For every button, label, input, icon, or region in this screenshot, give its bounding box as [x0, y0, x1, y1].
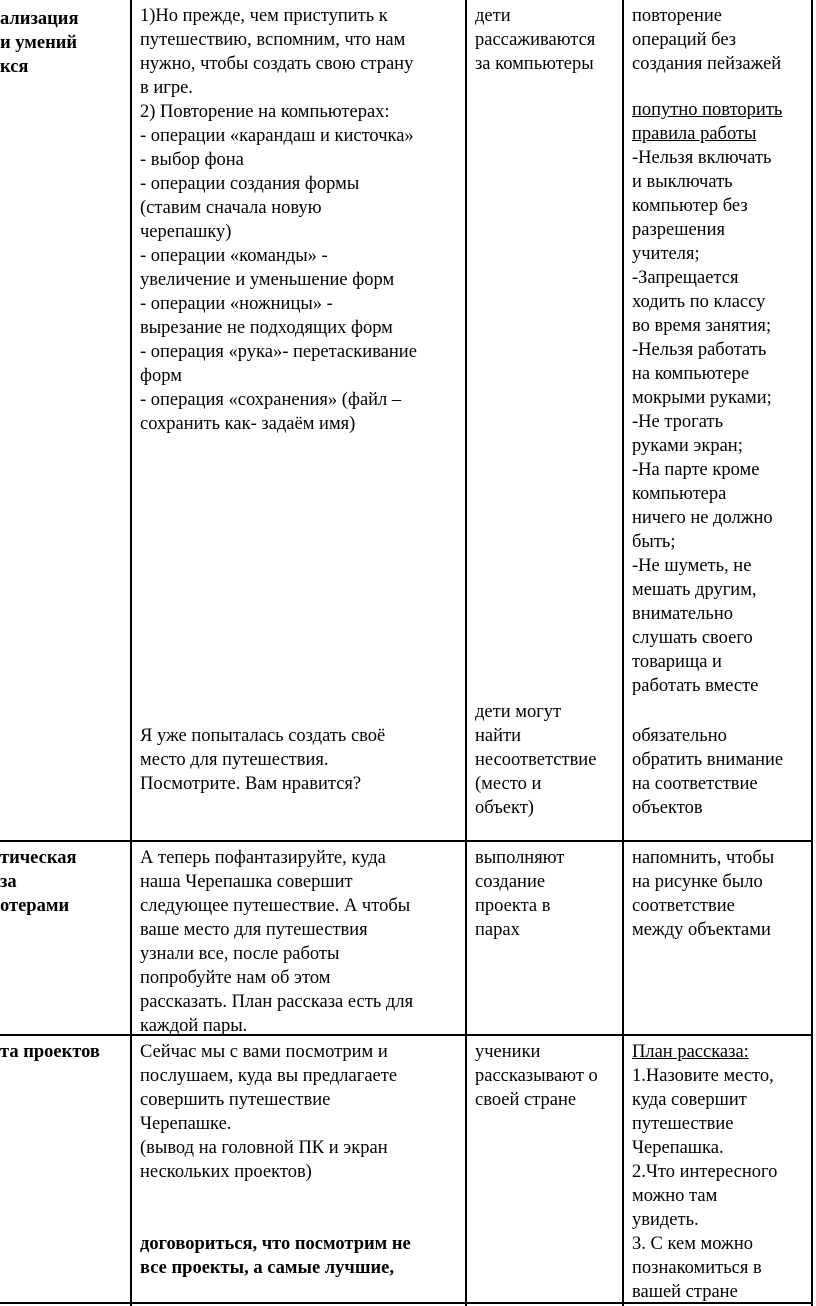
row2-teacher-line: ваше место для путешествия	[140, 920, 368, 940]
rule-line: руками экран;	[632, 436, 743, 456]
row3-teacher-line: Черепашке.	[140, 1114, 232, 1134]
row2-teacher-cell	[140, 846, 462, 1038]
rule-line: -Не шуметь, не	[632, 556, 752, 576]
row1-teacher-line: путешествию, вспомним, что нам	[140, 30, 406, 50]
row1-teacher-line: форм	[140, 366, 182, 386]
row1-notes-line: создания пейзажей	[632, 54, 782, 74]
row1-teacher-line: черепашку)	[140, 222, 232, 242]
row3-students-line: своей стране	[475, 1090, 577, 1110]
row3-stage-cell	[0, 1040, 128, 1064]
row1-stage-cell	[0, 7, 128, 79]
row1-teacher-line: - операции создания формы	[140, 174, 360, 194]
rule-line: -На парте кроме	[632, 460, 760, 480]
row3-stage-line: та проектов	[0, 1042, 100, 1062]
row1-students-cell-part2	[475, 700, 620, 820]
row2-notes-line: на рисунке было	[632, 872, 763, 892]
story-plan-line: 2.Что интересного	[632, 1162, 778, 1182]
column-divider-1	[130, 0, 132, 1306]
rule-line: быть;	[632, 532, 676, 552]
row1-teacher-line: место для путешествия.	[140, 750, 329, 770]
story-plan-line: куда совершит	[632, 1090, 747, 1110]
row1-notes-cell	[632, 4, 810, 76]
row1-notes-cell-part2	[632, 724, 810, 820]
rule-line: товарища и	[632, 652, 722, 672]
row2-stage-line: отерами	[0, 896, 70, 916]
row1-notes-line: повторение	[632, 6, 722, 26]
row1-teacher-line: увеличение и уменьшение форм	[140, 270, 395, 290]
story-plan-line: 1.Назовите место,	[632, 1066, 774, 1086]
rule-line: на компьютере	[632, 364, 750, 384]
story-plan-line: можно там	[632, 1186, 718, 1206]
column-divider-3	[622, 0, 624, 1306]
rule-line: во время занятия;	[632, 316, 772, 336]
row3-students-cell	[475, 1040, 620, 1112]
story-plan-line: 3. С кем можно	[632, 1234, 753, 1254]
row1-notes-line: обязательно	[632, 726, 727, 746]
rules-title-line: правила работы	[632, 124, 757, 144]
row3-teacher-line: (вывод на головной ПК и экран	[140, 1138, 388, 1158]
rule-line: учителя;	[632, 244, 700, 264]
rule-line: -Не трогать	[632, 412, 724, 432]
row2-teacher-line: узнали все, после работы	[140, 944, 340, 964]
row2-teacher-line: попробуйте нам об этом	[140, 968, 331, 988]
row1-students-line: (место и	[475, 774, 542, 794]
row1-teacher-line: - операция «рука»- перетаскивание	[140, 342, 417, 362]
rule-line: компьютера	[632, 484, 727, 504]
row2-students-line: создание	[475, 872, 546, 892]
row1-teacher-line: 1)Но прежде, чем приступить к	[140, 6, 388, 26]
row1-notes-line: на соответствие	[632, 774, 758, 794]
row3-teacher-line: Сейчас мы с вами посмотрим и	[140, 1042, 388, 1062]
rule-line: мокрыми руками;	[632, 388, 772, 408]
rule-line: ходить по классу	[632, 292, 766, 312]
row1-teacher-line: в игре.	[140, 78, 193, 98]
row1-notes-line: объектов	[632, 798, 703, 818]
row1-teacher-line: Посмотрите. Вам нравится?	[140, 774, 362, 794]
rule-line: работать вместе	[632, 676, 759, 696]
row1-teacher-line: - операция «сохранения» (файл –	[140, 390, 402, 410]
row1-teacher-line: Я уже попыталась создать своё	[140, 726, 386, 746]
row3-teacher-line: послушаем, куда вы предлагаете	[140, 1066, 398, 1086]
row1-rules-block	[632, 98, 810, 698]
rule-line: -Нельзя включать	[632, 148, 772, 168]
row3-students-line: ученики	[475, 1042, 541, 1062]
row1-teacher-line: - операции «команды» -	[140, 246, 328, 266]
row1-teacher-line: сохранить как- задаём имя)	[140, 414, 356, 434]
row2-notes-cell	[632, 846, 810, 942]
rule-line: -Запрещается	[632, 268, 739, 288]
row1-students-line: дети	[475, 6, 511, 26]
row2-notes-line: между объектами	[632, 920, 771, 940]
row2-students-cell	[475, 846, 620, 942]
rule-line: слушать своего	[632, 628, 753, 648]
row2-teacher-line: каждой пары.	[140, 1016, 248, 1036]
row3-teacher-bold-note	[140, 1232, 462, 1280]
row1-students-line: найти	[475, 726, 521, 746]
row1-students-line: за компьютеры	[475, 54, 594, 74]
row3-notes-cell	[632, 1040, 810, 1304]
row2-stage-line: тическая	[0, 848, 77, 868]
rule-line: -Нельзя работать	[632, 340, 767, 360]
column-divider-2	[465, 0, 467, 1306]
row1-notes-line: операций без	[632, 30, 737, 50]
row-divider-1	[0, 840, 813, 842]
row2-teacher-line: А теперь пофантазируйте, куда	[140, 848, 386, 868]
row1-stage-line: кся	[0, 57, 29, 77]
rule-line: мешать другим,	[632, 580, 757, 600]
row3-students-line: рассказывают о	[475, 1066, 598, 1086]
row3-bold-line: договориться, что посмотрим не	[140, 1234, 411, 1254]
row3-bold-line: все проекты, а самые лучшие,	[140, 1258, 394, 1278]
row1-students-cell	[475, 4, 620, 76]
row1-teacher-line: - выбор фона	[140, 150, 244, 170]
row1-teacher-line: (ставим сначала новую	[140, 198, 322, 218]
row1-teacher-line: - операции «карандаш и кисточка»	[140, 126, 414, 146]
rule-line: ничего не должно	[632, 508, 773, 528]
row2-notes-line: напомнить, чтобы	[632, 848, 775, 868]
row2-students-line: проекта в	[475, 896, 551, 916]
story-plan-line: увидеть.	[632, 1210, 699, 1230]
row1-students-line: дети могут	[475, 702, 562, 722]
row1-stage-line: ализация	[0, 9, 79, 29]
row2-stage-line: за	[0, 872, 17, 892]
row1-teacher-cell	[140, 4, 462, 436]
row2-notes-line: соответствие	[632, 896, 735, 916]
story-plan-line: Черепашка.	[632, 1138, 724, 1158]
row2-teacher-line: рассказать. План рассказа есть для	[140, 992, 414, 1012]
row2-teacher-line: наша Черепашка совершит	[140, 872, 353, 892]
row1-teacher-cell-part2	[140, 724, 462, 796]
row3-teacher-line: нескольких проектов)	[140, 1162, 312, 1182]
row1-students-line: несоответствие	[475, 750, 597, 770]
row3-teacher-line: совершить путешествие	[140, 1090, 331, 1110]
row2-students-line: выполняют	[475, 848, 565, 868]
row1-students-line: объект)	[475, 798, 534, 818]
row2-stage-cell	[0, 846, 128, 918]
row2-teacher-line: следующее путешествие. А чтобы	[140, 896, 411, 916]
rule-line: и выключать	[632, 172, 733, 192]
rule-line: компьютер без	[632, 196, 748, 216]
rule-line: внимательно	[632, 604, 733, 624]
rule-line: разрешения	[632, 220, 725, 240]
row1-students-line: рассаживаются	[475, 30, 596, 50]
story-plan-title: План рассказа:	[632, 1042, 749, 1062]
column-divider-4	[811, 0, 813, 1306]
row1-teacher-line: - операции «ножницы» -	[140, 294, 333, 314]
row1-teacher-line: вырезание не подходящих форм	[140, 318, 393, 338]
row2-students-line: парах	[475, 920, 520, 940]
row1-notes-line: обратить внимание	[632, 750, 784, 770]
story-plan-line: познакомиться в	[632, 1258, 762, 1278]
row3-teacher-cell	[140, 1040, 462, 1184]
story-plan-line: путешествие	[632, 1114, 734, 1134]
row1-stage-line: и умений	[0, 33, 78, 53]
row1-teacher-line: нужно, чтобы создать свою страну	[140, 54, 414, 74]
row1-teacher-line: 2) Повторение на компьютерах:	[140, 102, 390, 122]
story-plan-line: вашей стране	[632, 1282, 738, 1302]
rules-title-line: попутно повторить	[632, 100, 783, 120]
